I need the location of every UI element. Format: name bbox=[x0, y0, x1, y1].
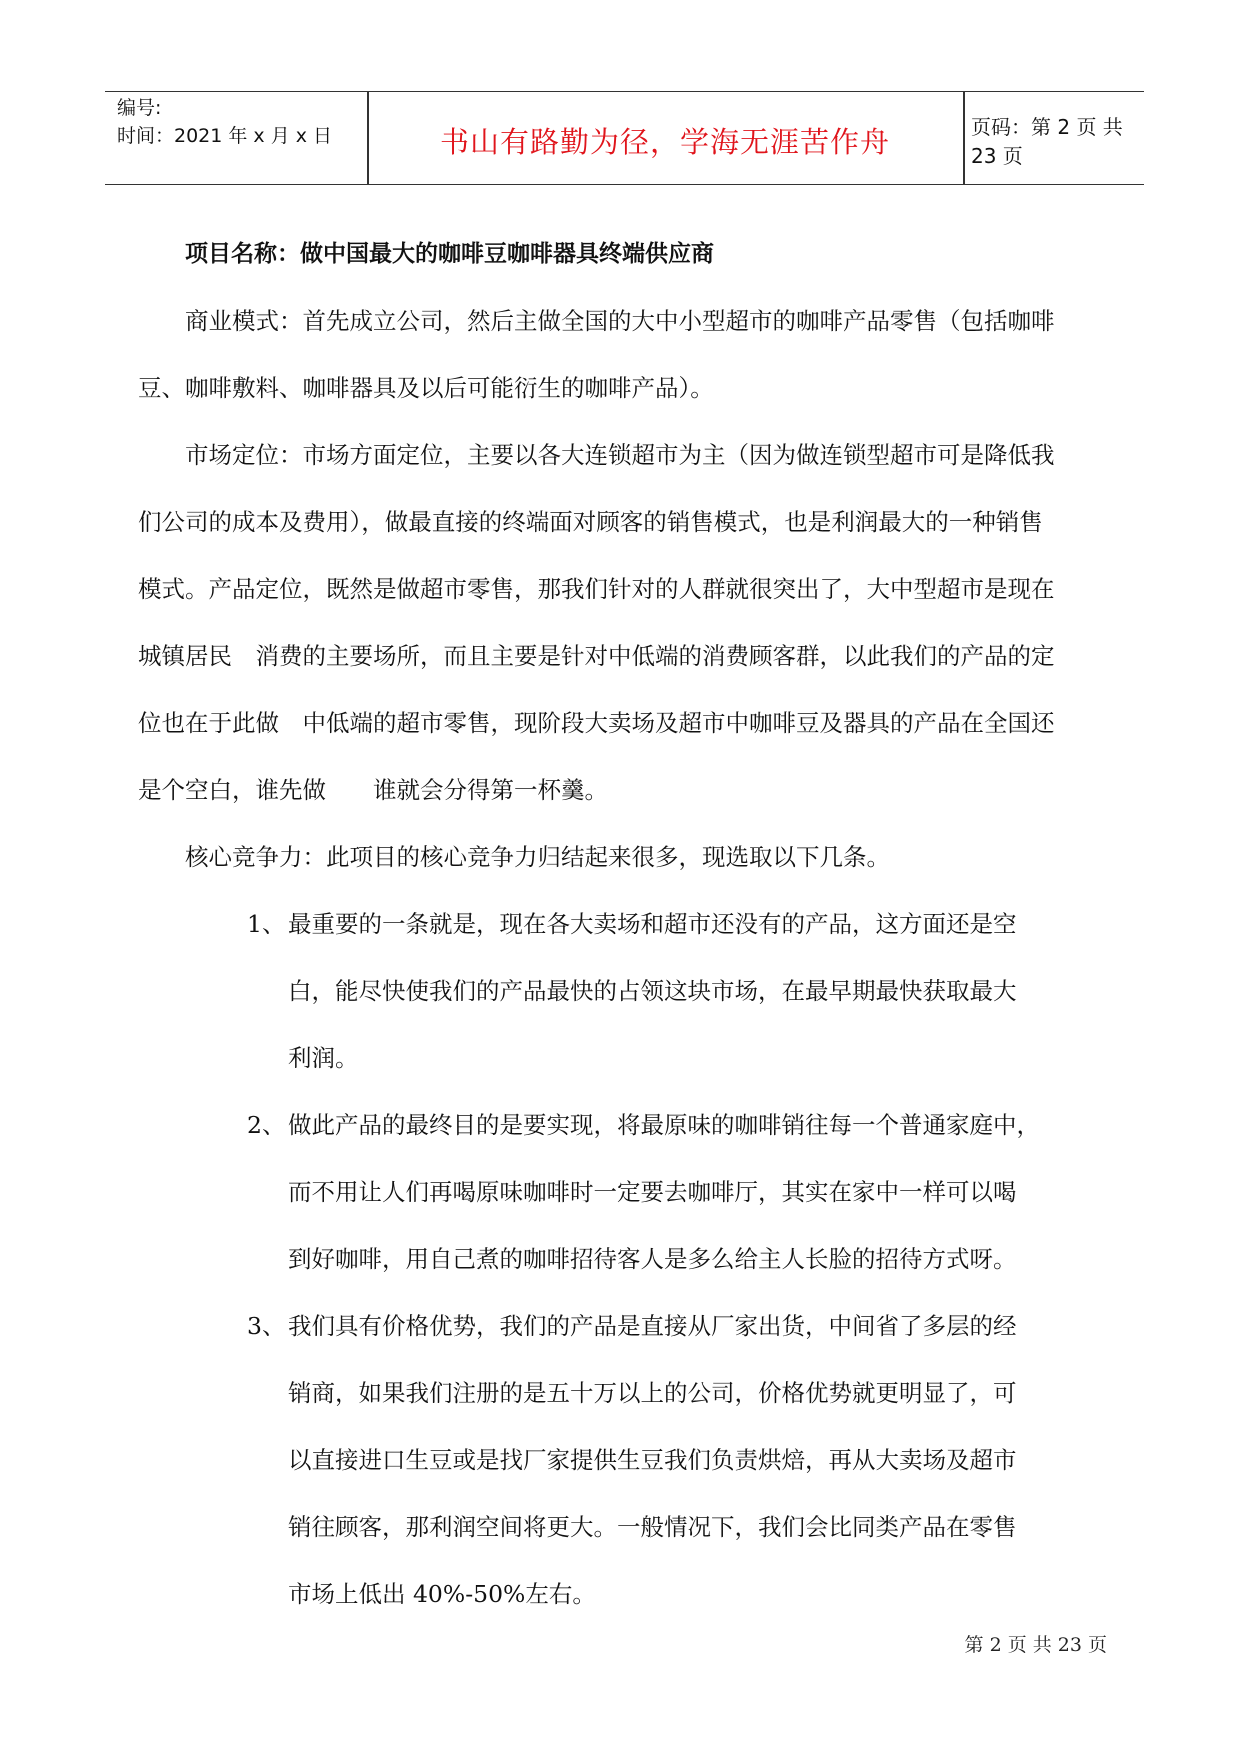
list-item-3 bbox=[247, 1293, 1116, 1628]
list-item-line: 市场上低出 40%-50%左右。 bbox=[288, 1580, 596, 1608]
list-item-line: 销往顾客，那利润空间将更大。一般情况下，我们会比同类产品在零售 bbox=[288, 1513, 1017, 1541]
list-item-line: 最重要的一条就是，现在各大卖场和超市还没有的产品，这方面还是空 bbox=[288, 910, 1017, 938]
list-item-line: 白，能尽快使我们的产品最快的占领这块市场，在最早期最快获取最大 bbox=[288, 977, 1017, 1005]
list-item-line: 利润。 bbox=[288, 1044, 359, 1072]
list-number: 1、 bbox=[247, 910, 286, 938]
business-model-line-2: 豆、咖啡敷料、咖啡器具及以后可能衍生的咖啡产品）。 bbox=[138, 374, 714, 402]
project-title: 项目名称：做中国最大的咖啡豆咖啡器具终端供应商 bbox=[185, 241, 714, 267]
list-number: 2、 bbox=[247, 1111, 286, 1139]
core-competence-intro: 核心竞争力：此项目的核心竞争力归结起来很多，现选取以下几条。 bbox=[185, 843, 890, 871]
serial-number-label: 编号: bbox=[117, 97, 162, 119]
list-item-line: 到好咖啡，用自己煮的咖啡招待客人是多么给主人长脸的招待方式呀。 bbox=[288, 1245, 1017, 1273]
business-model-line-1: 商业模式：首先成立公司，然后主做全国的大中小型超市的咖啡产品零售（包括咖啡 bbox=[185, 307, 1055, 335]
list-item-2 bbox=[247, 1092, 1116, 1293]
document-header bbox=[105, 91, 1144, 185]
positioning-line-4: 城镇居民 消费的主要场所，而且主要是针对中低端的消费顾客群，以此我们的产品的定 bbox=[138, 642, 1055, 670]
positioning-line-3: 模式。产品定位，既然是做超市零售，那我们针对的人群就很突出了，大中型超市是现在 bbox=[138, 575, 1055, 603]
list-item-line: 我们具有价格优势，我们的产品是直接从厂家出货，中间省了多层的经 bbox=[288, 1312, 1017, 1340]
list-item-line: 以直接进口生豆或是找厂家提供生豆我们负责烘焙，再从大卖场及超市 bbox=[288, 1446, 1017, 1474]
header-motto: 书山有路勤为径，学海无涯苦作舟 bbox=[439, 124, 890, 159]
list-item-line: 做此产品的最终目的是要实现，将最原味的咖啡销往每一个普通家庭中， bbox=[288, 1111, 1040, 1139]
header-page-code: 页码：第 2 页 共 23 页 bbox=[971, 115, 1123, 168]
positioning-line-1: 市场定位：市场方面定位，主要以各大连锁超市为主（因为做连锁型超市可是降低我 bbox=[185, 441, 1055, 469]
list-item-line: 销商，如果我们注册的是五十万以上的公司，价格优势就更明显了，可 bbox=[288, 1379, 1017, 1407]
positioning-line-5: 位也在于此做 中低端的超市零售，现阶段大卖场及超市中咖啡豆及器具的产品在全国还 bbox=[138, 709, 1055, 737]
list-item-1 bbox=[247, 891, 1116, 1092]
positioning-line-2: 们公司的成本及费用），做最直接的终端面对顾客的销售模式，也是利润最大的一种销售 bbox=[138, 508, 1043, 536]
list-item-line: 而不用让人们再喝原味咖啡时一定要去咖啡厅，其实在家中一样可以喝 bbox=[288, 1178, 1017, 1206]
header-meta bbox=[117, 94, 332, 150]
positioning-line-6: 是个空白，谁先做 谁就会分得第一杯羹。 bbox=[138, 776, 608, 804]
list-number: 3、 bbox=[247, 1312, 286, 1340]
page-footer: 第 2 页 共 23 页 bbox=[964, 1634, 1107, 1656]
date-label: 时间：2021 年 x 月 x 日 bbox=[117, 125, 333, 147]
header-divider-right bbox=[963, 92, 965, 184]
